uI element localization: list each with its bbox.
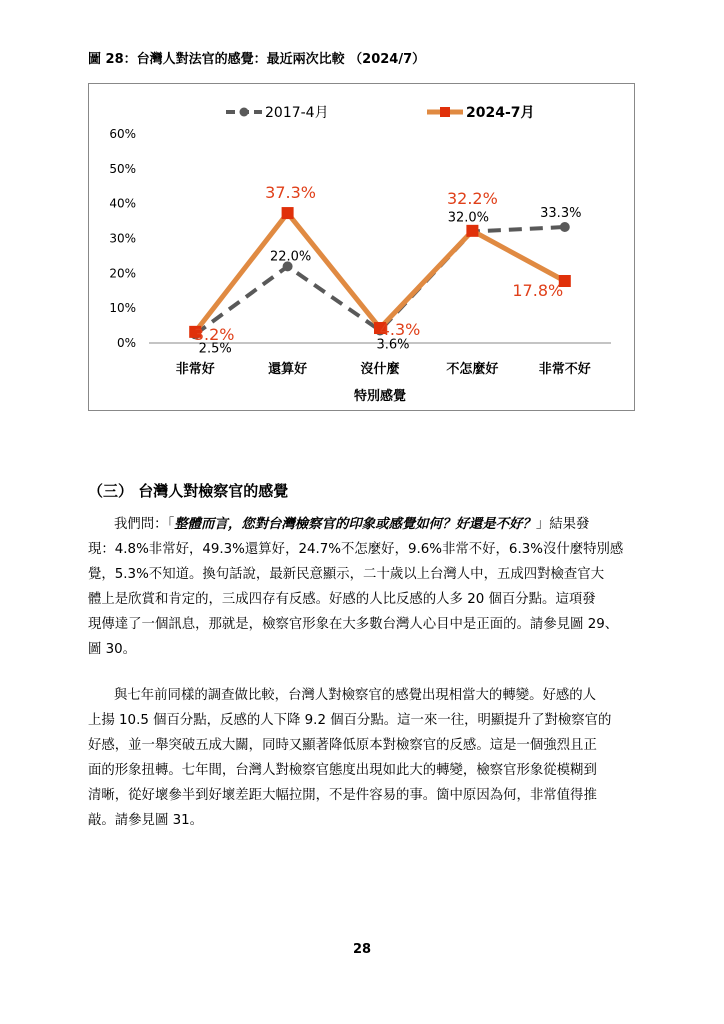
- data-label-2024: 37.3%: [265, 183, 317, 203]
- y-tick-label: 10%: [109, 301, 136, 316]
- paragraph-2-line: 上揚 10.5 個百分點，反感的人下降 9.2 個百分點。這一來一往，明顯提升了對檢察官的: [88, 713, 612, 728]
- paragraph-1-line: 覺，5.3%不知道。換句話說，最新民意顯示，二十歲以上台灣人中，五成四對檢查官大: [88, 567, 605, 582]
- y-tick-label: 0%: [116, 336, 136, 350]
- quote-close: 」結果發: [535, 517, 590, 532]
- figure-caption: 圖 28：台灣人對法官的感覺：最近兩次比較 （2024/7）: [88, 52, 426, 67]
- data-point-2024: [466, 225, 478, 237]
- legend-marker-2024: [440, 107, 450, 117]
- data-label-2024: 4.3%: [379, 320, 421, 340]
- legend-label-2024: 2024-7月: [466, 105, 535, 121]
- chart-canvas: [89, 84, 634, 410]
- data-label-2017: 3.6%: [376, 337, 410, 353]
- paragraph-2-line: 與七年前同樣的調查做比較，台灣人對檢察官的感覺出現相當大的轉變。好感的人: [114, 688, 597, 703]
- data-label-2024: 3.2%: [193, 324, 235, 344]
- x-tick-label: 沒什麼: [360, 362, 400, 377]
- x-tick-label: 不怎麼好: [446, 362, 499, 377]
- series-line-2017: [195, 227, 565, 334]
- data-label-2017: 33.3%: [540, 206, 582, 222]
- section-heading: （三） 台灣人對檢察官的感覺: [88, 482, 289, 500]
- y-tick-label: 20%: [109, 266, 136, 281]
- paragraph-1-line: [114, 512, 640, 537]
- paragraph-2-line: 清晰，從好壞參半到好壞差距大幅拉開，不是件容易的事。箇中原因為何，非常值得推: [88, 788, 597, 803]
- y-tick-label: 60%: [109, 127, 136, 141]
- y-tick-label: 50%: [109, 161, 136, 176]
- paragraph-2-line: 敲。請參見圖 31。: [88, 813, 204, 828]
- legend-label-2017: 2017-4月: [265, 105, 329, 121]
- data-point-2017: [560, 222, 570, 232]
- paragraph-1-line: 現傳達了一個訊息，那就是，檢察官形象在大多數台灣人心目中是正面的。請參見圖 29、: [88, 617, 619, 632]
- paragraph-1-line: 體上是欣賞和肯定的，三成四存有反感。好感的人比反感的人多 20 個百分點。這項發: [88, 592, 596, 607]
- paragraph-1-line: 現：4.8%非常好，49.3%還算好，24.7%不怎麼好，9.6%非常不好，6.3%沒什麼特別感: [88, 542, 624, 557]
- paragraph-1-line: 圖 30。: [88, 642, 137, 657]
- y-tick-label: 30%: [109, 231, 136, 246]
- data-point-2024: [282, 207, 294, 219]
- paragraph-2-line: 面的形象扭轉。七年間，台灣人對檢察官態度出現如此大的轉變，檢察官形象從模糊到: [88, 763, 597, 778]
- page-number: 28: [352, 942, 372, 957]
- x-axis-title: 特別感覺: [353, 389, 407, 404]
- data-label-2017: 32.0%: [447, 210, 490, 226]
- x-tick-label: 非常好: [175, 362, 215, 377]
- data-label-2017: 22.0%: [269, 249, 312, 265]
- x-tick-label: 還算好: [268, 362, 308, 377]
- paragraph-2-line: 好感，並一舉突破五成大關，同時又顯著降低原本對檢察官的反感。這是一個強烈且正: [88, 738, 597, 753]
- x-tick-label: 非常不好: [538, 362, 591, 377]
- data-label-2024: 32.2%: [446, 188, 498, 208]
- survey-question: 整體而言，您對台灣檢察官的印象或感覺如何？好還是不好？: [174, 517, 536, 532]
- line-chart: [88, 83, 635, 411]
- quote-open: 我們問：「: [114, 517, 175, 532]
- legend-marker-2017: [240, 108, 249, 117]
- paragraph-1: [88, 512, 640, 662]
- data-label-2017: 2.5%: [198, 341, 232, 357]
- paragraph-2: [88, 683, 640, 833]
- data-label-2024: 17.8%: [512, 280, 564, 300]
- y-tick-label: 40%: [109, 196, 136, 211]
